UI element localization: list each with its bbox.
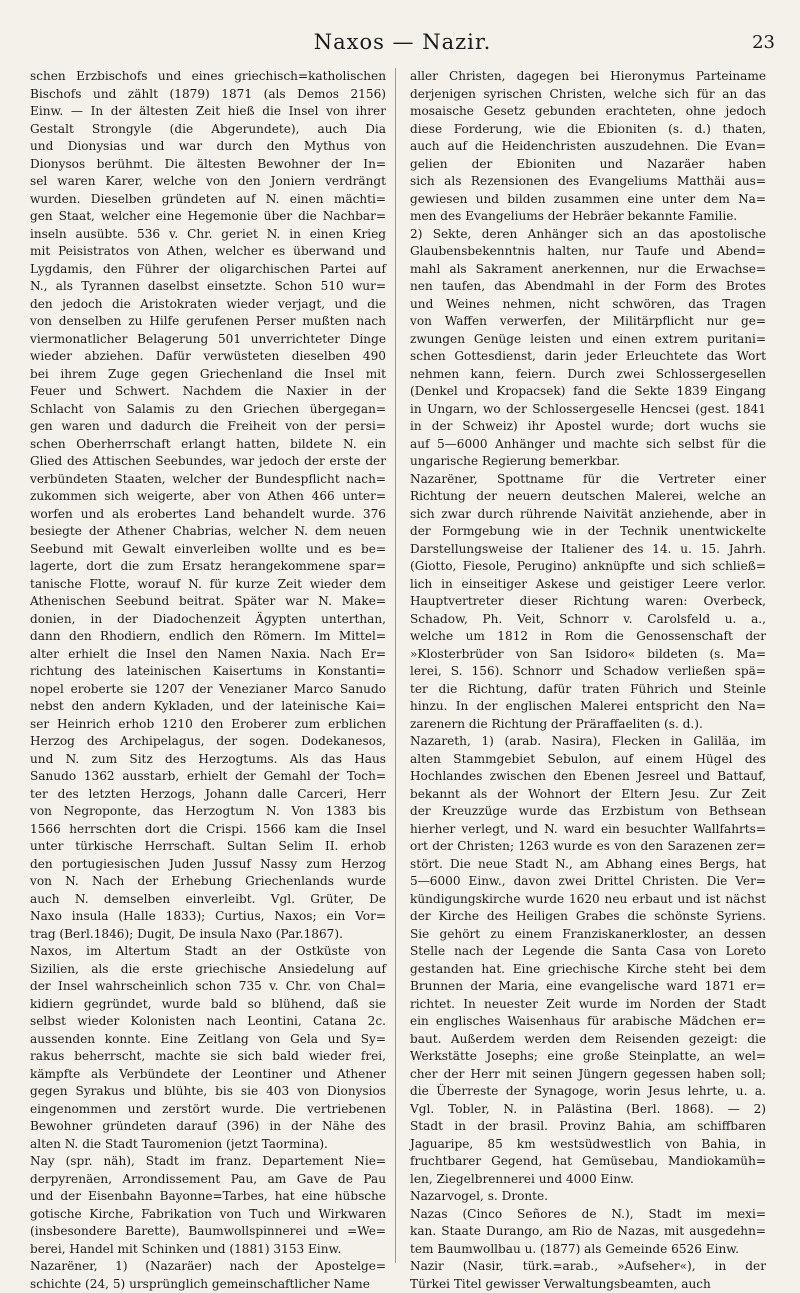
text-line: alten N. die Stadt Tauromenion (jetzt Taormina).: [30, 1136, 386, 1154]
text-line: Stadt in der brasil. Provinz Bahia, am schiffbaren: [410, 1118, 766, 1136]
text-line: Bischofs und zählt (1879) 1871 (als Demos 2156): [30, 86, 386, 104]
text-line: von Waffen verwerfen, der Militärpflicht nur ge=: [410, 313, 766, 331]
text-line: Nazareth, 1) (arab. Nasira), Flecken in Galiläa, im: [410, 733, 766, 751]
text-line: schen Erzbischofs und eines griechisch=katholischen: [30, 68, 386, 86]
text-line: 5—6000 Einw., davon zwei Drittel Christen. Die Ver=: [410, 873, 766, 891]
text-line: der Kreuzzüge wurde das Erzbistum von Bethsean: [410, 803, 766, 821]
text-line: richtung des lateinischen Kaisertums in Konstanti=: [30, 663, 386, 681]
page-number: 23: [752, 32, 775, 53]
text-line: Herzog des Archipelagus, der sogen. Dodekanesos,: [30, 733, 386, 751]
text-line: derpyrenäen, Arrondissement Pau, am Gave de Pau: [30, 1171, 386, 1189]
text-line: kan. Staate Durango, am Rio de Nazas, mit ausgedehn=: [410, 1223, 766, 1241]
text-line: Nazas (Cinco Señores de N.), Stadt im mexi=: [410, 1206, 766, 1224]
text-line: worfen und als erobertes Land behandelt wurde. 376: [30, 506, 386, 524]
text-line: Schadow, Ph. Veit, Schnorr v. Carolsfeld u. a.,: [410, 611, 766, 629]
text-line: diese Forderung, wie die Ebioniten (s. d.) thaten,: [410, 121, 766, 139]
text-line: Glaubensbekenntnis halten, nur Taufe und Abend=: [410, 243, 766, 261]
text-line: bei ihrem Zuge gegen Griechenland die Insel mit: [30, 366, 386, 384]
text-line: Jaguaripe, 85 km westsüdwestlich von Bahia, in: [410, 1136, 766, 1154]
text-line: besiegte der Athener Chabrias, welcher N. dem neuen: [30, 523, 386, 541]
text-line: nen taufen, das Abendmahl in der Form des Brotes: [410, 278, 766, 296]
text-line: richtet. In neuester Zeit wurde im Norden der Stadt: [410, 996, 766, 1014]
text-line: cher der Herr mit seinen Jüngern gegessen haben soll;: [410, 1066, 766, 1084]
text-line: gelien der Ebioniten und Nazaräer haben: [410, 156, 766, 174]
text-line: kidiern gegründet, wurde bald so blühend, daß sie: [30, 996, 386, 1014]
text-line: baut. Außerdem werden dem Reisenden gezeigt: die: [410, 1031, 766, 1049]
text-line: wurden. Dieselben gründeten auf N. einen mächti=: [30, 191, 386, 209]
page-title: Naxos — Nazir.: [30, 30, 775, 54]
text-line: Hochlandes zwischen den Ebenen Jesreel und Battauf,: [410, 768, 766, 786]
text-line: N., als Tyrannen daselbst einsetzte. Schon 510 wur=: [30, 278, 386, 296]
column-divider: [395, 68, 396, 1263]
text-line: len, Ziegelbrennerei und 4000 Einw.: [410, 1171, 766, 1189]
text-line: fruchtbarer Gegend, hat Gemüsebau, Mandiokamüh=: [410, 1153, 766, 1171]
text-line: tanische Flotte, worauf N. für kurze Zeit wieder dem: [30, 576, 386, 594]
text-line: zarenern die Richtung der Präraffaeliten (s. d.).: [410, 716, 766, 734]
text-line: ser Heinrich erhob 1210 den Eroberer zum erblichen: [30, 716, 386, 734]
text-line: Feuer und Schwert. Nachdem die Naxier in der: [30, 383, 386, 401]
text-line: Nazir (Nasir, türk.=arab., »Aufseher«), in der: [410, 1258, 766, 1276]
text-line: Sizilien, als die erste griechische Ansiedelung auf: [30, 961, 386, 979]
text-line: eingenommen und zerstört wurde. Die vertriebenen: [30, 1101, 386, 1119]
text-line: (insbesondere Barette), Baumwollspinnerei und =We=: [30, 1223, 386, 1241]
text-line: Türkei Titel gewisser Verwaltungsbeamten, auch: [410, 1276, 766, 1293]
text-line: (Denkel und Kropacsek) fand die Sekte 1839 Eingang: [410, 383, 766, 401]
text-line: sich zwar durch rührende Naivität anziehende, aber in: [410, 506, 766, 524]
left-column: [30, 68, 386, 1268]
text-line: (Giotto, Fiesole, Perugino) anknüpfte und sich schließ=: [410, 558, 766, 576]
text-line: nehmen kann, feiern. Durch zwei Schlossergesellen: [410, 366, 766, 384]
text-line: unter türkische Herrschaft. Sultan Selim II. erhob: [30, 838, 386, 856]
text-line: berei, Handel mit Schinken und (1881) 3153 Einw.: [30, 1241, 386, 1259]
text-line: zukommen sich weigerte, aber von Athen 466 unter=: [30, 488, 386, 506]
text-line: Schlacht von Salamis zu den Griechen übergegan=: [30, 401, 386, 419]
text-line: auch N. demselben einverleibt. Vgl. Grüter, De: [30, 891, 386, 909]
text-line: und N. zum Sitz des Herzogtums. Als das Haus: [30, 751, 386, 769]
text-line: ort der Christen; 1263 wurde es von den Sarazenen zer=: [410, 838, 766, 856]
text-line: dann den Rhodiern, endlich den Römern. Im Mittel=: [30, 628, 386, 646]
text-line: ter die Richtung, dafür traten Führich und Steinle: [410, 681, 766, 699]
text-line: gewiesen und bilden zusammen eine unter dem Na=: [410, 191, 766, 209]
text-line: Vgl. Tobler, N. in Palästina (Berl. 1868). — 2): [410, 1101, 766, 1119]
text-line: nopel eroberte sie 1207 der Venezianer Marco Sanudo: [30, 681, 386, 699]
text-line: und Dionysias und war durch den Mythus von: [30, 138, 386, 156]
text-line: selbst wieder Kolonisten nach Leontini, Catana 2c.: [30, 1013, 386, 1031]
text-line: gestanden hat. Eine griechische Kirche steht bei dem: [410, 961, 766, 979]
text-line: Lygdamis, den Führer der oligarchischen Partei auf: [30, 261, 386, 279]
text-line: mit Peisistratos von Athen, welcher es überwand und: [30, 243, 386, 261]
text-line: schichte (24, 5) ursprünglich gemeinschaftlicher Name: [30, 1276, 386, 1293]
text-line: 2) Sekte, deren Anhänger sich an das apostolische: [410, 226, 766, 244]
text-line: auf 5—6000 Anhänger und machte sich selbst für die: [410, 436, 766, 454]
text-line: von denselben zu Hilfe gerufenen Perser mußten nach: [30, 313, 386, 331]
text-line: ter des letzten Herzogs, Johann dalle Carceri, Herr: [30, 786, 386, 804]
text-line: Gestalt Strongyle (die Abgerundete), auch Dia: [30, 121, 386, 139]
text-line: lerei, S. 156). Schnorr und Schadow verließen spä=: [410, 663, 766, 681]
text-line: sich als Rezensionen des Evangeliums Matthäi aus=: [410, 173, 766, 191]
text-line: rakus beherrscht, machte sie sich bald wieder frei,: [30, 1048, 386, 1066]
right-column: [410, 68, 766, 1268]
text-line: von N. Nach der Erhebung Griechenlands wurde: [30, 873, 386, 891]
text-line: Hauptvertreter dieser Richtung waren: Overbeck,: [410, 593, 766, 611]
text-line: trag (Berl.1846); Dugit, De insula Naxo (Par.1867).: [30, 926, 386, 944]
text-line: gen Staat, welcher eine Hegemonie über die Nachbar=: [30, 208, 386, 226]
text-line: kündigungskirche wurde 1620 neu erbaut und ist nächst: [410, 891, 766, 909]
text-line: Sanudo 1362 ausstarb, erhielt der Gemahl der Toch=: [30, 768, 386, 786]
text-line: alten Stammgebiet Sebulon, auf einem Hügel des: [410, 751, 766, 769]
text-line: bekannt als der Wohnort der Eltern Jesu. Zur Zeit: [410, 786, 766, 804]
text-line: und Weines nehmen, nicht schwören, das Tragen: [410, 296, 766, 314]
text-line: tem Baumwollbau u. (1877) als Gemeinde 6526 Einw.: [410, 1241, 766, 1259]
text-line: hinzu. In der englischen Malerei entspricht den Na=: [410, 698, 766, 716]
text-line: derjenigen syrischen Christen, welche sich für an das: [410, 86, 766, 104]
text-line: Sie gehört zu einem Franziskanerkloster, an dessen: [410, 926, 766, 944]
text-line: lich in einseitiger Askese und geistiger Leere verlor.: [410, 576, 766, 594]
text-line: welche um 1812 in Rom die Genossenschaft der: [410, 628, 766, 646]
text-line: Athenischen Seebund beitrat. Später war N. Make=: [30, 593, 386, 611]
text-line: der Insel wahrscheinlich schon 735 v. Chr. von Chal=: [30, 978, 386, 996]
text-line: gen waren und dadurch die Freiheit von der persi=: [30, 418, 386, 436]
page-header: [30, 26, 775, 62]
text-line: zwungen Genüge leisten und einen extrem puritani=: [410, 331, 766, 349]
text-line: Nay (spr. näh), Stadt im franz. Departement Nie=: [30, 1153, 386, 1171]
text-line: der Kirche des Heiligen Grabes die schönste Syriens.: [410, 908, 766, 926]
text-line: alter erhielt die Insel den Namen Naxia. Nach Er=: [30, 646, 386, 664]
text-line: verbündeten Staaten, welcher der Bundespflicht nach=: [30, 471, 386, 489]
text-line: Naxo insula (Halle 1833); Curtius, Naxos; ein Vor=: [30, 908, 386, 926]
text-line: 1566 herrschten dort die Crispi. 1566 kam die Insel: [30, 821, 386, 839]
text-line: Naxos, im Altertum Stadt an der Ostküste von: [30, 943, 386, 961]
text-line: den portugiesischen Juden Jussuf Nassy zum Herzog: [30, 856, 386, 874]
text-line: Darstellungsweise der Italiener des 14. u. 15. Jahrh.: [410, 541, 766, 559]
text-line: die Überreste der Synagoge, worin Jesus lehrte, u. a.: [410, 1083, 766, 1101]
text-line: von Negroponte, das Herzogtum N. Von 1383 bis: [30, 803, 386, 821]
text-line: in Ungarn, wo der Schlossergeselle Hencsei (gest. 1841: [410, 401, 766, 419]
text-line: Seebund mit Gewalt einverleiben wollte und es be=: [30, 541, 386, 559]
text-line: Nazarëner, 1) (Nazaräer) nach der Apostelge=: [30, 1258, 386, 1276]
text-line: stört. Die neue Stadt N., am Abhang eines Bergs, hat: [410, 856, 766, 874]
text-line: gegen Syrakus und blühte, bis sie 403 von Dionysios: [30, 1083, 386, 1101]
text-line: viermonatlicher Belagerung 501 unverrichteter Dinge: [30, 331, 386, 349]
text-line: Nazarvogel, s. Dronte.: [410, 1188, 766, 1206]
text-line: aller Christen, dagegen bei Hieronymus Parteiname: [410, 68, 766, 86]
text-line: Brunnen der Maria, eine evangelische ward 1871 er=: [410, 978, 766, 996]
text-line: wieder abziehen. Dafür verwüsteten dieselben 490: [30, 348, 386, 366]
text-line: Werkstätte Josephs; eine große Steinplatte, an wel=: [410, 1048, 766, 1066]
text-line: schen Oberherrschaft erlangt hatten, bildete N. ein: [30, 436, 386, 454]
text-line: in der Schweiz) ihr Apostel wurde; dort wuchs sie: [410, 418, 766, 436]
text-line: Nazarëner, Spottname für die Vertreter einer: [410, 471, 766, 489]
text-line: den jedoch die Aristokraten wieder verjagt, und die: [30, 296, 386, 314]
text-line: »Klosterbrüder von San Isidoro« bildeten (s. Ma=: [410, 646, 766, 664]
text-line: donien, in der Diadochenzeit Ägypten unterthan,: [30, 611, 386, 629]
text-line: ein englisches Waisenhaus für arabische Mädchen er=: [410, 1013, 766, 1031]
text-line: Stelle nach der Legende die Santa Casa von Loreto: [410, 943, 766, 961]
text-line: men des Evangeliums der Hebräer bekannte Familie.: [410, 208, 766, 226]
text-line: und der Eisenbahn Bayonne=Tarbes, hat eine hübsche: [30, 1188, 386, 1206]
text-line: Richtung der neuern deutschen Malerei, welche an: [410, 488, 766, 506]
text-line: Glied des Attischen Seebundes, war jedoch der erste der: [30, 453, 386, 471]
text-line: mosaische Gesetz gebunden erachteten, ohne jedoch: [410, 103, 766, 121]
text-line: nebst den andern Kykladen, und der lateinische Kai=: [30, 698, 386, 716]
text-line: inseln ausübte. 536 v. Chr. geriet N. in einen Krieg: [30, 226, 386, 244]
text-line: der Formgebung wie in der Technik unentwickelte: [410, 523, 766, 541]
text-line: lagerte, dort die zum Ersatz herangekommene spar=: [30, 558, 386, 576]
text-line: gotische Kirche, Fabrikation von Tuch und Wirkwaren: [30, 1206, 386, 1224]
text-line: schen Gottesdienst, darin jeder Erleuchtete das Wort: [410, 348, 766, 366]
text-line: hierher verlegt, und N. ward ein besuchter Wallfahrts=: [410, 821, 766, 839]
text-line: Einw. — In der ältesten Zeit hieß die Insel von ihrer: [30, 103, 386, 121]
text-line: sel waren Karer, welche von den Joniern verdrängt: [30, 173, 386, 191]
text-line: aussenden konnte. Eine Zeitlang von Gela und Sy=: [30, 1031, 386, 1049]
text-line: kämpfte als Verbündete der Leontiner und Athener: [30, 1066, 386, 1084]
text-line: ungarische Regierung bemerkbar.: [410, 453, 766, 471]
text-line: Dionysos berühmt. Die ältesten Bewohner der In=: [30, 156, 386, 174]
text-line: Bewohner gründeten darauf (396) in der Nähe des: [30, 1118, 386, 1136]
text-line: auch auf die Heidenchristen auszudehnen. Die Evan=: [410, 138, 766, 156]
text-line: mahl als Sakrament anerkennen, nur die Erwachse=: [410, 261, 766, 279]
